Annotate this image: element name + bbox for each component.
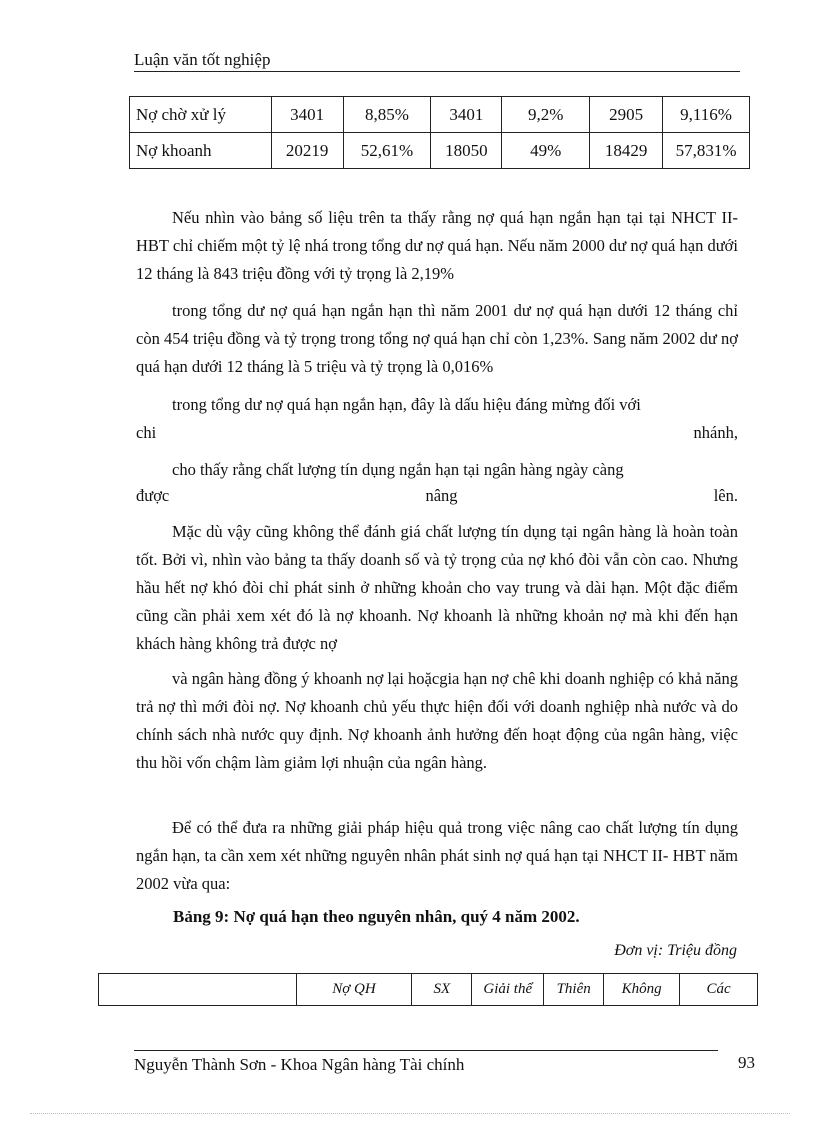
table-header-cell: Không <box>604 974 680 1006</box>
page-edge-divider <box>30 1113 790 1114</box>
table-cell: 52,61% <box>343 133 431 169</box>
table-header-cell: SX <box>412 974 472 1006</box>
table-header-row <box>99 974 758 1006</box>
table-header-cell: Các <box>680 974 758 1006</box>
footer-rule <box>134 1050 718 1051</box>
table-cell: 18050 <box>431 133 502 169</box>
row-label: Nợ chờ xử lý <box>130 97 272 133</box>
table-cell: 3401 <box>431 97 502 133</box>
top-table <box>129 96 750 169</box>
paragraph: cho thấy rằng chất lượng tín dụng ngắn hạn tại ngân hàng ngày càng <box>172 460 624 479</box>
paragraph: trong tổng dư nợ quá hạn ngắn hạn, đây là dấu hiệu đáng mừng đối với <box>172 395 641 414</box>
table-header-cell: Thiên <box>544 974 604 1006</box>
page-number: 93 <box>738 1053 755 1072</box>
unit-label: Đơn vị: Triệu đồng <box>614 942 737 959</box>
paragraph: Mặc dù vậy cũng không thể đánh giá chất lượng tín dụng tại ngân hàng là hoàn toàn tốt. Bởi vì, nhìn vào bảng ta thấy doanh số và tỷ trọng của nợ khó đòi vẫn còn cao. Nhưng hầu hết nợ khó đòi chỉ phát sinh ở những khoản cho vay trung và dài hạn. Một đặc điểm cũng cần phải xem xét đó là nợ khoanh. Nợ khoanh là những khoản nợ mà khi đến hạn khách hàng không trả được nợ <box>136 522 738 653</box>
word: được <box>136 486 170 505</box>
footer-author: Nguyễn Thành Sơn - Khoa Ngân hàng Tài chính <box>134 1055 465 1074</box>
paragraph: và ngân hàng đồng ý khoanh nợ lại hoặcgia hạn nợ chê khi doanh nghiệp có khả năng trả nợ thì mới đòi nợ. Nợ khoanh chủ yếu thực hiện đối với doanh nghiệp nhà nước và do chính sách nhà nước quy định. Nợ khoanh ảnh hưởng đến hoạt động của ngân hàng, việc thu hồi vốn chậm làm giảm lợi nhuận của ngân hàng. <box>136 669 738 772</box>
table-cell: 8,85% <box>343 97 431 133</box>
word: nâng <box>425 486 458 505</box>
header-title: Luận văn tốt nghiệp <box>134 50 271 69</box>
cause-table <box>98 973 758 1006</box>
word: nhánh, <box>693 423 738 442</box>
table-cell: 57,831% <box>663 133 750 169</box>
table-cell: 20219 <box>271 133 343 169</box>
word: lên. <box>713 486 738 505</box>
paragraph: Nếu nhìn vào bảng số liệu trên ta thấy rằng nợ quá hạn ngắn hạn tại tại NHCT II- HBT chỉ chiếm một tỷ lệ nhá trong tổng dư nợ quá hạn. Nếu năm 2000 dư nợ quá hạn dưới 12 tháng là 843 triệu đồng với tỷ trọng là 2,19% <box>136 208 738 283</box>
word: chi <box>136 423 157 442</box>
table-row <box>130 97 750 133</box>
table-cell: 2905 <box>590 97 663 133</box>
justified-line <box>136 482 738 510</box>
paragraph: Để có thể đưa ra những giải pháp hiệu quả trong việc nâng cao chất lượng tín dụng ngắn hạn, ta cần xem xét những nguyên nhân phát sinh nợ quá hạn tại NHCT II- HBT năm 2002 vừa qua: <box>136 818 738 893</box>
table-cell: 18429 <box>590 133 663 169</box>
paragraph: trong tổng dư nợ quá hạn ngắn hạn thì năm 2001 dư nợ quá hạn dưới 12 tháng chỉ còn 454 triệu đồng và tỷ trọng trong tổng nợ quá hạn chỉ còn 1,23%. Sang năm 2002 dư nợ quá hạn dưới 12 tháng là 5 triệu và tỷ trọng là 0,016% <box>136 301 738 376</box>
table-title: Bảng 9: Nợ quá hạn theo nguyên nhân, quý 4 năm 2002. <box>173 907 580 926</box>
table-header-cell: Nợ QH <box>296 974 412 1006</box>
table-cell: 3401 <box>271 97 343 133</box>
table-cell: 9,2% <box>502 97 590 133</box>
table-cell: 49% <box>502 133 590 169</box>
table-header-cell <box>99 974 297 1006</box>
table-row <box>130 133 750 169</box>
table-header-cell: Giải thể <box>472 974 544 1006</box>
header-rule <box>134 71 740 72</box>
row-label: Nợ khoanh <box>130 133 272 169</box>
table-cell: 9,116% <box>663 97 750 133</box>
justified-line <box>136 419 738 447</box>
